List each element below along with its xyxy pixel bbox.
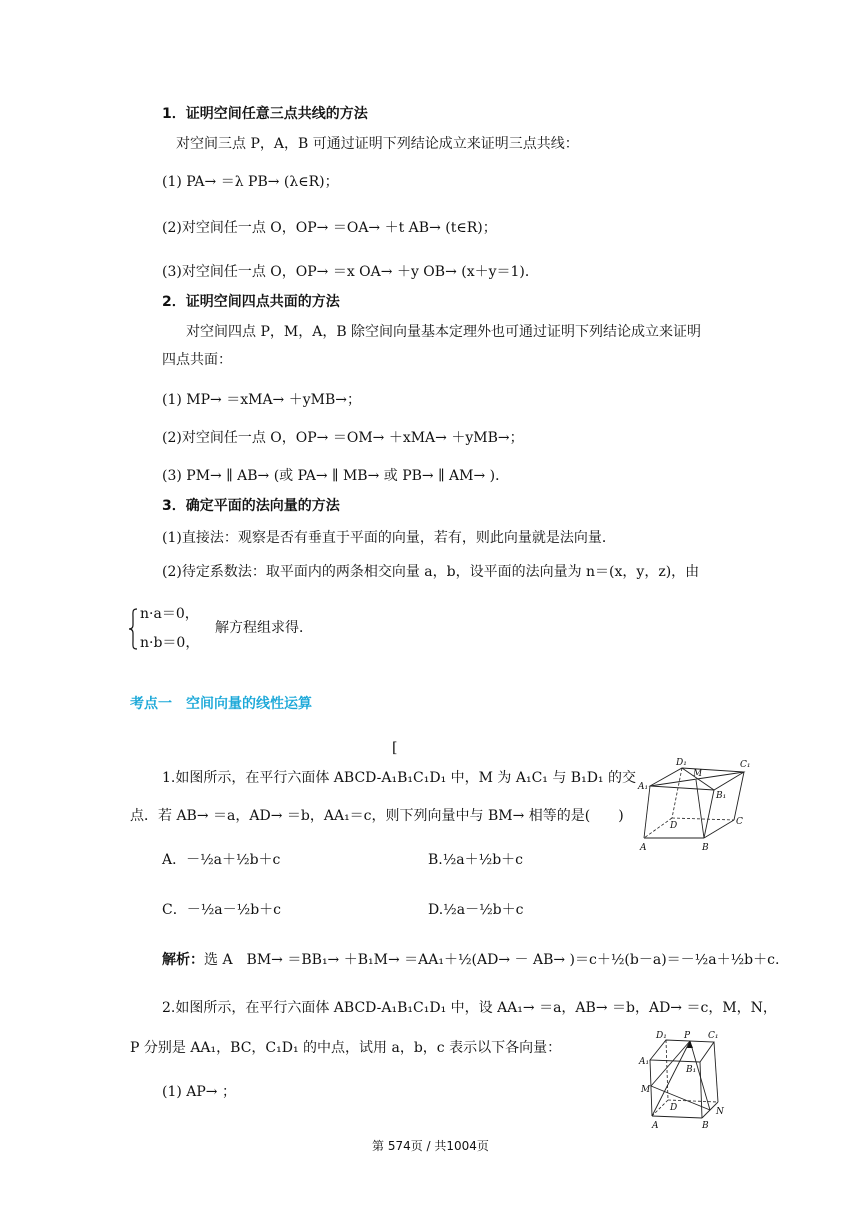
q1-stem-2: 点．若 AB→ ＝a，AD→ ＝b，AA₁＝c，则下列向量中与 BM→ 相等的是( ): [130, 808, 624, 824]
collinear-eq-3: (3)对空间任一点 O，OP→ ＝x OA→ ＋y OB→ (x＋y＝1)．: [162, 264, 539, 280]
system-eq-1: n·a＝0，: [140, 606, 199, 622]
coplanar-eq-3: (3) PM→ ∥ AB→ (或 PA→ ∥ MB→ 或 PB→ ∥ AM→ )．: [162, 468, 510, 484]
fig1-label-m: M: [693, 769, 703, 779]
fig1-label-b: B: [702, 843, 709, 853]
fig1-label-c: C: [736, 817, 743, 827]
parallelepiped-figure-1: [636, 754, 760, 854]
coplanar-intro-1: 对空间四点 P，M，A，B 除空间向量基本定理外也可通过证明下列结论成立来证明: [186, 324, 702, 340]
fig2-label-c1: C₁: [708, 1031, 719, 1041]
q1-option-a: A．－½a＋½b＋c: [162, 852, 281, 868]
coplanar-eq-1: (1) MP→ ＝xMA→ ＋yMB→；: [162, 392, 362, 408]
parallelepiped-figure-2: [638, 1028, 738, 1132]
stray-bracket: [: [392, 740, 398, 756]
q2-stem-2: P 分别是 AA₁，BC，C₁D₁ 的中点，试用 a，b，c 表示以下各向量：: [130, 1040, 562, 1056]
collinear-eq-2: (2)对空间任一点 O，OP→ ＝OA→ ＋t AB→ (t∈R)；: [162, 220, 497, 236]
analysis-text: 选 A BM→ ＝BB₁→ ＋B₁M→ ＝AA₁＋½(AD→ － AB→ )＝c＋½(b－a)＝－½a＋½b＋c.: [204, 952, 780, 968]
q1-stem-1: 1.如图所示，在平行六面体 ABCD-A₁B₁C₁D₁ 中，M 为 A₁C₁ 与 B₁D₁ 的交: [162, 770, 636, 786]
normal-direct: (1)直接法：观察是否有垂直于平面的向量，若有，则此向量就是法向量．: [162, 530, 616, 546]
fig2-label-b1: B₁: [686, 1065, 697, 1075]
fig1-label-d: D: [670, 821, 678, 831]
coplanar-eq-2: (2)对空间任一点 O，OP→ ＝OM→ ＋xMA→ ＋yMB→；: [162, 430, 524, 446]
fig1-label-b1: B₁: [716, 791, 727, 801]
fig2-label-d1: D₁: [656, 1031, 667, 1041]
q2-part-1: (1) AP→ ；: [162, 1084, 236, 1100]
fig2-label-m: M: [641, 1085, 651, 1095]
fig1-label-a1: A₁: [638, 782, 649, 792]
collinear-intro: 对空间三点 P，A，B 可通过证明下列结论成立来证明三点共线：: [176, 136, 579, 152]
analysis-label: 解析：: [162, 952, 204, 968]
system-eq-2: n·b＝0，: [140, 635, 200, 651]
fig1-label-d1: D₁: [676, 758, 687, 768]
fig2-label-p: P: [684, 1031, 691, 1041]
fig1-label-c1: C₁: [740, 760, 751, 770]
collinear-eq-1: (1) PA→ ＝λ PB→ (λ∈R)；: [162, 174, 339, 190]
fig2-label-a1: A₁: [639, 1057, 650, 1067]
q1-analysis: [162, 950, 779, 970]
heading-normal-vector: 3．确定平面的法向量的方法: [162, 498, 340, 514]
fig2-label-b: B: [702, 1121, 709, 1131]
q2-stem-1: 2.如图所示，在平行六面体 ABCD-A₁B₁C₁D₁ 中，设 AA₁→ ＝a，AB→ ＝b，AD→ ＝c，M，N，: [162, 1000, 777, 1016]
fig1-label-a: A: [640, 843, 647, 853]
coplanar-intro-2: 四点共面：: [162, 352, 232, 368]
fig2-label-d: D: [670, 1103, 678, 1113]
page-footer: 第 574页 / 共1004页: [372, 1139, 489, 1153]
topic-title: 考点一 空间向量的线性运算: [130, 696, 312, 712]
left-brace-icon: [128, 608, 138, 650]
q1-option-c: C．－½a－½b＋c: [162, 902, 281, 918]
heading-coplanar: 2．证明空间四点共面的方法: [162, 294, 340, 310]
fig2-label-n: N: [716, 1107, 724, 1117]
q1-option-b: B.½a＋½b＋c: [428, 852, 524, 868]
fig2-label-a: A: [652, 1121, 659, 1131]
q1-option-d: D.½a－½b＋c: [428, 902, 524, 918]
normal-undetermined: (2)待定系数法：取平面内的两条相交向量 a，b，设平面的法向量为 n＝(x，y，z)，由: [162, 564, 700, 580]
heading-collinear: 1．证明空间任意三点共线的方法: [162, 106, 368, 122]
system-solve-text: 解方程组求得．: [215, 620, 313, 636]
